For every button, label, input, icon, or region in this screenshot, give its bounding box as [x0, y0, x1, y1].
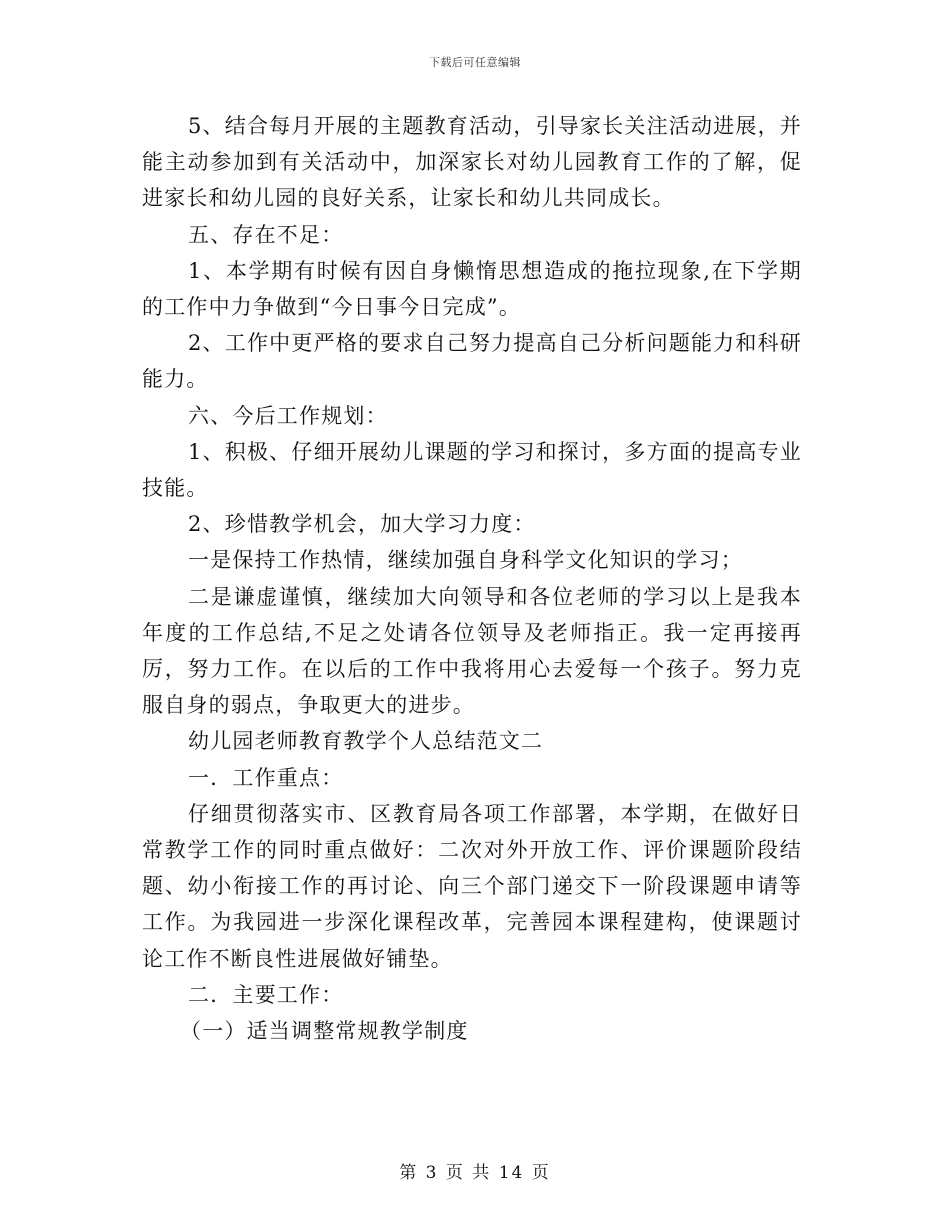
- heading-work-focus: 一．工作重点：: [188, 765, 344, 790]
- heading-future-plan: 六、今后工作规划：: [188, 403, 388, 428]
- heading-shortcomings: 五、存在不足：: [188, 222, 344, 247]
- header-note: 下载后可任意编辑: [429, 56, 521, 69]
- document-body: [142, 108, 802, 1049]
- paragraph-shortcoming-1: 1、本学期有时候有因自身懒惰思想造成的拖拉现象,在下学期的工作中力争做到“今日事今日完成”。: [142, 258, 802, 320]
- heading-main-work: 二．主要工作：: [188, 982, 344, 1007]
- section-title-sample-two: 幼儿园老师教育教学个人总结范文二: [188, 729, 544, 754]
- subheading-teaching-system: （一）适当调整常规教学制度: [180, 1019, 469, 1044]
- page-number: 第 3 页 共 14 页: [399, 1163, 551, 1183]
- paragraph-plan-2-first: 一是保持工作热情，继续加强自身科学文化知识的学习；: [188, 548, 743, 573]
- paragraph-plan-1: 1、积极、仔细开展幼儿课题的学习和探讨，多方面的提高专业技能。: [142, 439, 802, 501]
- paragraph-shortcoming-2: 2、工作中更严格的要求自己努力提高自己分析问题能力和科研能力。: [142, 331, 802, 392]
- paragraph-plan-2-second: 二是谦虚谨慎，继续加大向领导和各位老师的学习以上是我本年度的工作总结,不足之处请各位领导及老师指正。我一定再接再厉，努力工作。在以后的工作中我将用心去爱每一个孩子。努力克服自身的弱点，争取更大的进步。: [142, 584, 802, 718]
- paragraph-work-focus: 仔细贯彻落实市、区教育局各项工作部署，本学期，在做好日常教学工作的同时重点做好：二次对外开放工作、评价课题阶段结题、幼小衔接工作的再讨论、向三个部门递交下一阶段课题申请等工作。为我园进一步深化课程改革，完善园本课程建构，使课题讨论工作不断良性进展做好铺垫。: [142, 801, 802, 971]
- paragraph-plan-2: 2、珍惜教学机会，加大学习力度：: [188, 512, 536, 537]
- paragraph-parent-involvement: 5、结合每月开展的主题教育活动，引导家长关注活动进展，并能主动参加到有关活动中，加深家长对幼儿园教育工作的了解，促进家长和幼儿园的良好关系，让家长和幼儿共同成长。: [142, 114, 802, 211]
